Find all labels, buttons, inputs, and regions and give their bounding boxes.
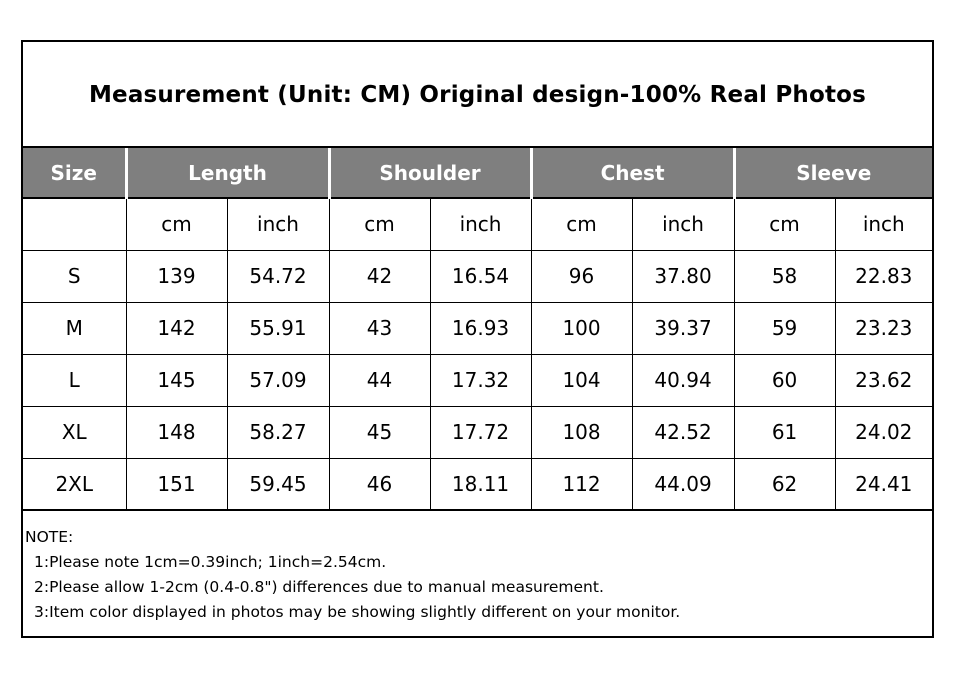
table-cell: 108 (531, 406, 632, 458)
unit-cell: cm (126, 198, 227, 250)
table-cell: 46 (329, 458, 430, 510)
table-cell: 22.83 (835, 250, 932, 302)
unit-cell: inch (430, 198, 531, 250)
note-line: 2:Please allow 1-2cm (0.4-0.8") differences due to manual measurement. (34, 578, 604, 596)
table-cell: 59.45 (227, 458, 329, 510)
note-line: 1:Please note 1cm=0.39inch; 1inch=2.54cm. (34, 553, 387, 571)
header-size: Size (23, 148, 126, 198)
size-cell: L (23, 354, 126, 406)
table-cell: 55.91 (227, 302, 329, 354)
table-cell: 43 (329, 302, 430, 354)
table-cell: 59 (734, 302, 835, 354)
table-cell: 37.80 (632, 250, 734, 302)
table-cell: 42.52 (632, 406, 734, 458)
table-cell: 151 (126, 458, 227, 510)
table-cell: 139 (126, 250, 227, 302)
unit-cell (23, 198, 126, 250)
header-chest: Chest (531, 148, 734, 198)
table-cell: 62 (734, 458, 835, 510)
size-cell: M (23, 302, 126, 354)
table-cell: 142 (126, 302, 227, 354)
table-cell: 24.41 (835, 458, 932, 510)
table-cell: 45 (329, 406, 430, 458)
table-cell: 23.62 (835, 354, 932, 406)
unit-cell: inch (227, 198, 329, 250)
table-cell: 17.72 (430, 406, 531, 458)
table-cell: 40.94 (632, 354, 734, 406)
unit-cell: cm (329, 198, 430, 250)
table-cell: 148 (126, 406, 227, 458)
table-row (23, 406, 932, 458)
size-cell: XL (23, 406, 126, 458)
unit-cell: inch (835, 198, 932, 250)
note-line: 3:Item color displayed in photos may be showing slightly different on your monitor. (34, 603, 681, 621)
table-cell: 100 (531, 302, 632, 354)
table-cell: 16.54 (430, 250, 531, 302)
header-length: Length (126, 148, 329, 198)
table-row (23, 354, 932, 406)
header-sleeve: Sleeve (734, 148, 932, 198)
size-cell: 2XL (23, 458, 126, 510)
table-cell: 145 (126, 354, 227, 406)
title-row (23, 42, 932, 148)
table-row (23, 458, 932, 510)
chart-title: Measurement (Unit: CM) Original design-100% Real Photos (88, 82, 867, 108)
table-cell: 54.72 (227, 250, 329, 302)
table-cell: 61 (734, 406, 835, 458)
unit-row (23, 198, 932, 250)
header-shoulder: Shoulder (329, 148, 531, 198)
table-cell: 112 (531, 458, 632, 510)
table-cell: 60 (734, 354, 835, 406)
table-row (23, 302, 932, 354)
size-chart (21, 40, 934, 638)
table-cell: 96 (531, 250, 632, 302)
table-cell: 39.37 (632, 302, 734, 354)
table-cell: 24.02 (835, 406, 932, 458)
table-cell: 42 (329, 250, 430, 302)
table-cell: 16.93 (430, 302, 531, 354)
table-cell: 17.32 (430, 354, 531, 406)
size-cell: S (23, 250, 126, 302)
table-cell: 104 (531, 354, 632, 406)
unit-cell: cm (734, 198, 835, 250)
table-row (23, 250, 932, 302)
table-cell: 18.11 (430, 458, 531, 510)
unit-cell: cm (531, 198, 632, 250)
unit-cell: inch (632, 198, 734, 250)
table-cell: 58.27 (227, 406, 329, 458)
table-cell: 58 (734, 250, 835, 302)
size-table (23, 148, 932, 511)
notes-section (23, 511, 932, 625)
table-cell: 23.23 (835, 302, 932, 354)
header-row (23, 148, 932, 198)
table-cell: 44.09 (632, 458, 734, 510)
table-cell: 44 (329, 354, 430, 406)
table-cell: 57.09 (227, 354, 329, 406)
notes-heading: NOTE: (25, 528, 74, 546)
